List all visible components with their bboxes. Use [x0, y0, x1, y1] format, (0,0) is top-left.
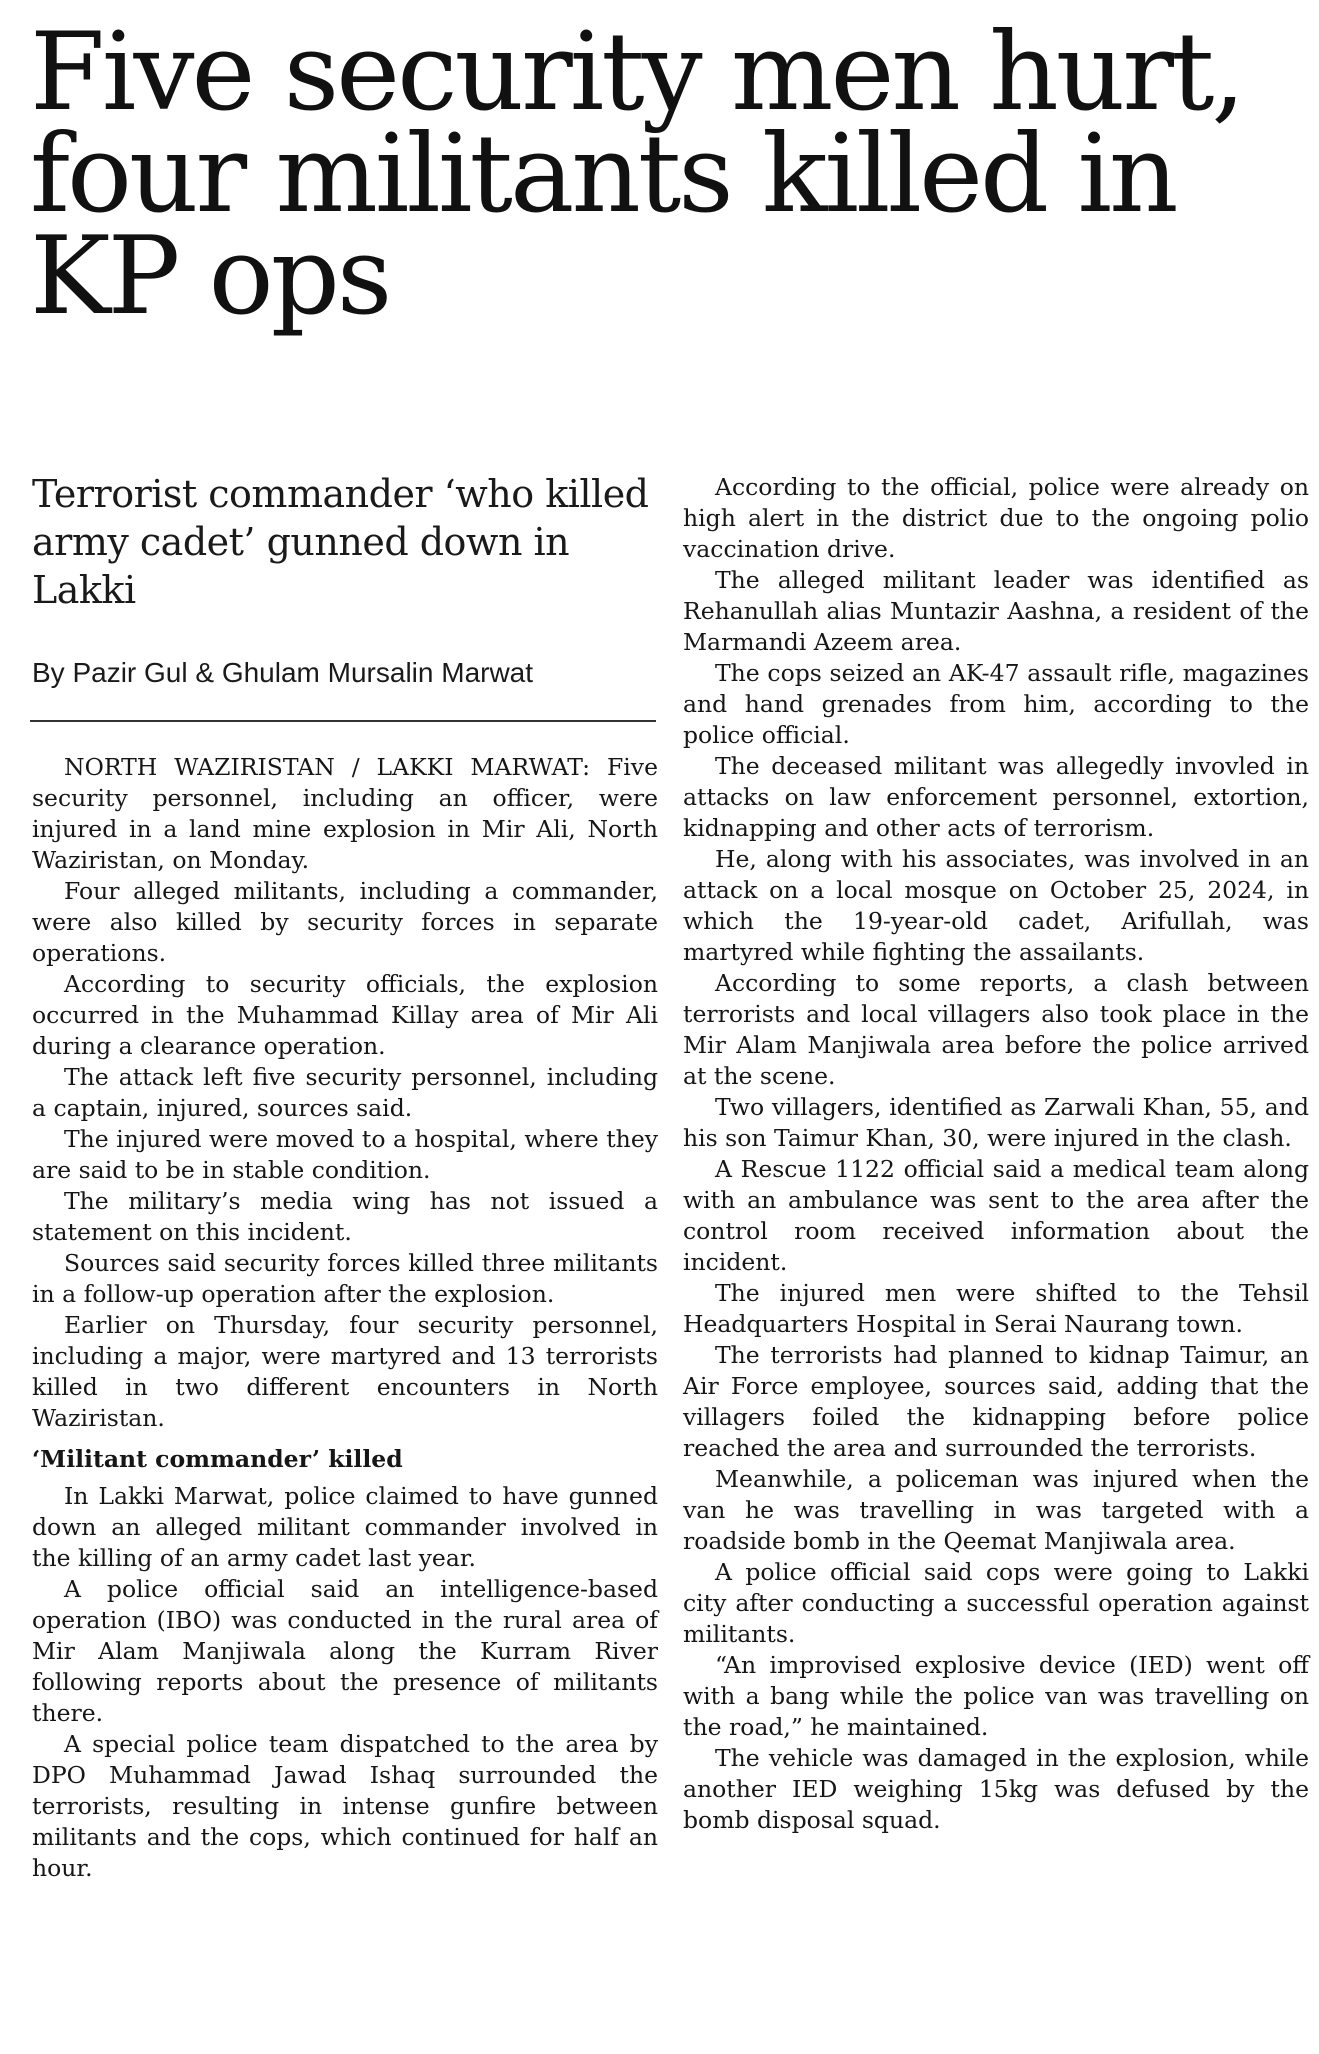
paragraph: According to some reports, a clash between terrorists and local villagers also took place in the Mir Alam Manjiwala area before the police arrived at the scene.	[683, 969, 1309, 1090]
paragraph: The cops seized an AK-47 assault rifle, magazines and hand grenades from him, according to the police official.	[683, 659, 1309, 749]
paragraph: NORTH WAZIRISTAN / LAKKI MARWAT: Five security personnel, including an officer, were injured in a land mine explosion in Mir Ali, North Waziristan, on Monday.	[32, 753, 658, 874]
paragraph: The injured were moved to a hospital, where they are said to be in stable condition.	[32, 1125, 658, 1184]
paragraph: Meanwhile, a policeman was injured when the van he was travelling in was targeted with a roadside bomb in the Qeemat Manjiwala area.	[683, 1465, 1309, 1555]
paragraph: Two villagers, identified as Zarwali Khan, 55, and his son Taimur Khan, 30, were injured in the clash.	[683, 1093, 1309, 1152]
crosshead: ‘Militant commander’ killed	[32, 1445, 403, 1473]
byline-divider	[30, 720, 656, 722]
paragraph: The injured men were shifted to the Tehsil Headquarters Hospital in Serai Naurang town.	[683, 1279, 1309, 1338]
paragraph: Sources said security forces killed three militants in a follow-up operation after the explosion.	[32, 1249, 658, 1308]
paragraph: He, along with his associates, was involved in an attack on a local mosque on October 25, 2024, in which the 19-year-old cadet, Arifullah, was martyred while fighting the assailants.	[683, 845, 1309, 966]
paragraph: “An improvised explosive device (IED) went off with a bang while the police van was travelling on the road,” he maintained.	[683, 1651, 1309, 1741]
paragraph: A police official said an intelligence-based operation (IBO) was conducted in the rural area of Mir Alam Manjiwala along the Kurram River following reports about the presence of militants there.	[32, 1575, 658, 1727]
paragraph: According to security officials, the explosion occurred in the Muhammad Killay area of Mir Ali during a clearance operation.	[32, 970, 658, 1060]
right-column	[683, 472, 1309, 1836]
paragraph: The terrorists had planned to kidnap Taimur, an Air Force employee, sources said, adding that the villagers foiled the kidnapping before police reached the area and surrounded the terrorists.	[683, 1341, 1309, 1462]
paragraph: The alleged militant leader was identified as Rehanullah alias Muntazir Aashna, a resident of the Marmandi Azeem area.	[683, 566, 1309, 656]
paragraph: The deceased militant was allegedly invovled in attacks on law enforcement personnel, extortion, kidnapping and other acts of terrorism.	[683, 752, 1309, 842]
byline: By Pazir Gul & Ghulam Mursalin Marwat	[32, 657, 534, 688]
paragraph: A police official said cops were going to Lakki city after conducting a successful operation against militants.	[683, 1558, 1309, 1648]
paragraph: In Lakki Marwat, police claimed to have gunned down an alleged militant commander involved in the killing of an army cadet last year.	[32, 1482, 658, 1572]
paragraph: The military’s media wing has not issued a statement on this incident.	[32, 1187, 658, 1246]
paragraph: Earlier on Thursday, four security personnel, including a major, were martyred and 13 terrorists killed in two different encounters in North Waziristan.	[32, 1311, 658, 1432]
paragraph: According to the official, police were already on high alert in the district due to the ongoing polio vaccination drive.	[683, 473, 1309, 563]
headline: Five security men hurt, four militants killed in KP ops	[30, 10, 1243, 339]
paragraph: Four alleged militants, including a commander, were also killed by security forces in separate operations.	[32, 877, 658, 967]
left-column	[32, 752, 658, 1884]
subheadline: Terrorist commander ‘who killed army cadet’ gunned down in Lakki	[32, 472, 649, 612]
paragraph: The attack left five security personnel, including a captain, injured, sources said.	[32, 1063, 658, 1122]
paragraph: The vehicle was damaged in the explosion, while another IED weighing 15kg was defused by the bomb disposal squad.	[683, 1744, 1309, 1834]
paragraph: A Rescue 1122 official said a medical team along with an ambulance was sent to the area after the control room received information about the incident.	[683, 1155, 1309, 1276]
paragraph: A special police team dispatched to the area by DPO Muhammad Jawad Ishaq surrounded the terrorists, resulting in intense gunfire between militants and the cops, which continued for half an hour.	[32, 1730, 658, 1882]
